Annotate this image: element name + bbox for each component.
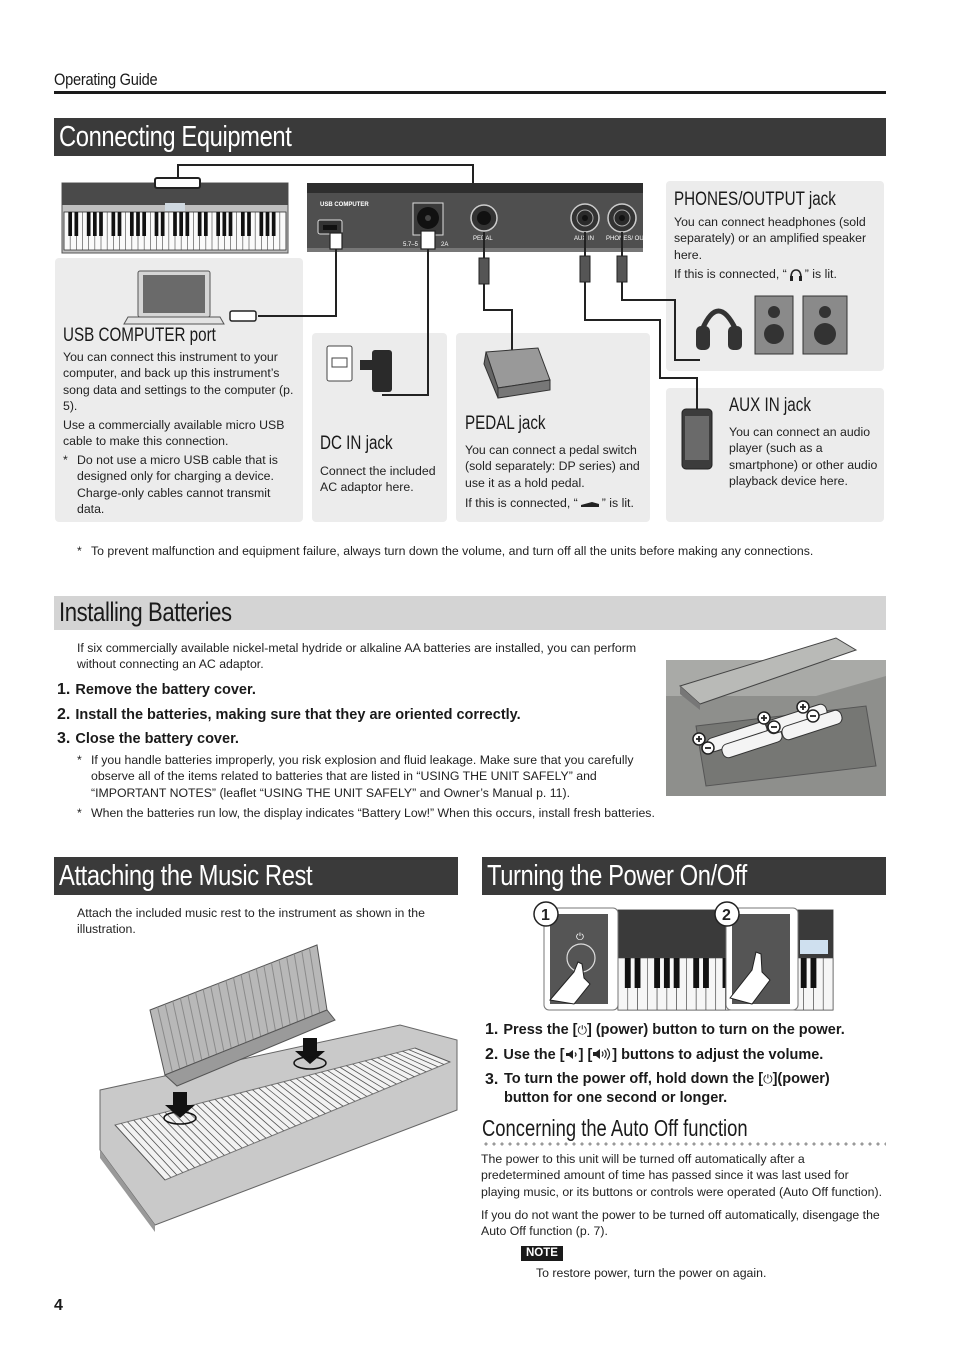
page-number: 4 xyxy=(54,1297,63,1314)
ac-adaptor-illustration xyxy=(327,346,392,392)
usb-port-label: USB COMPUTER xyxy=(320,202,369,208)
step-number: 2. xyxy=(57,706,71,723)
pedal-lit-before: If this is connected, “ xyxy=(465,496,578,510)
dotted-rule xyxy=(482,1142,886,1146)
usb-note-text: Do not use a micro USB cable that is designed only for charging a device. Charge-only cables cannot transmit data. xyxy=(77,453,278,516)
battery-note-1-text: If you handle batteries improperly, you risk explosion and fluid leakage. Make sure that you carefully observe all of the items related to batteries that are listed in “USING THE UNIT SAFELY” and “IMPORTANT NOTES” (leaflet “USING THE UNIT SAFELY” and Owner’s Manual p. 11). xyxy=(91,753,634,800)
asterisk: * xyxy=(63,453,68,467)
asterisk: * xyxy=(77,753,82,767)
callout-2: 2 xyxy=(722,907,731,924)
step-text-before: To turn the power off, hold down the [ xyxy=(504,1071,764,1087)
running-header: Operating Guide xyxy=(54,70,158,89)
dc-rating-label: 5.7–5 xyxy=(403,242,419,248)
connecting-footnote xyxy=(77,543,877,559)
battery-illustration xyxy=(666,636,886,796)
battery-note-2 xyxy=(77,805,697,821)
step-number: 2. xyxy=(485,1046,499,1063)
step-number: 1. xyxy=(485,1021,499,1038)
power-step-1 xyxy=(485,1020,845,1040)
step-text: Remove the battery cover. xyxy=(75,682,256,698)
auto-off-text-1: The power to this unit will be turned off automatically after a predetermined amount of time has passed since it was last used for playing music, or its buttons or controls were operated (Auto Off function). xyxy=(481,1152,882,1199)
smartphone-illustration xyxy=(682,409,712,469)
battery-step-1 xyxy=(57,680,256,700)
battery-note-1 xyxy=(77,752,662,801)
dc-amp-label: 2A xyxy=(441,242,449,248)
pedal-icon xyxy=(580,499,600,509)
aux-title: AUX IN jack xyxy=(729,395,811,416)
power-step-2 xyxy=(485,1045,823,1065)
pedal-lit-line xyxy=(465,495,647,511)
step-text: Close the battery cover. xyxy=(75,731,239,747)
usb-title: USB COMPUTER port xyxy=(63,325,216,346)
pedal-port-label: PEDAL xyxy=(473,236,493,242)
dcin-title: DC IN jack xyxy=(320,433,393,454)
step-text-mid: ] [ xyxy=(578,1047,593,1063)
step-text-after: ] buttons to adjust the volume. xyxy=(612,1047,824,1063)
speakers-illustration xyxy=(755,296,847,354)
step-text-before: Use the [ xyxy=(503,1047,565,1063)
pedal-illustration xyxy=(484,348,550,398)
step-number: 3. xyxy=(57,730,71,747)
music-rest-illustration xyxy=(95,940,460,1230)
pedal-text: You can connect a pedal switch (sold separately: DP series) and use it as a hold pedal. xyxy=(465,443,640,490)
volume-up-icon xyxy=(592,1048,612,1060)
section-title-power: Turning the Power On/Off xyxy=(482,857,886,895)
power-icon: ⏻ xyxy=(577,1023,587,1037)
usb-text-2: Use a commercially available micro USB cable to make this connection. xyxy=(63,418,285,449)
headphones-illustration xyxy=(696,311,742,350)
pedal-title: PEDAL jack xyxy=(465,413,546,434)
connecting-footnote-text: To prevent malfunction and equipment failure, always turn down the volume, and turn off all the units before making any connections. xyxy=(91,544,814,558)
auto-off-title: Concerning the Auto Off function xyxy=(482,1115,748,1141)
laptop-illustration xyxy=(124,271,224,324)
aux-text: You can connect an audio player (such as a smartphone) or other audio playback device here. xyxy=(729,425,878,488)
battery-note-2-text: When the batteries run low, the display indicates “Battery Low!” When this occurs, install fresh batteries. xyxy=(91,806,655,820)
asterisk: * xyxy=(77,806,82,820)
step-text-before: Press the [ xyxy=(503,1022,578,1038)
batteries-intro: If six commercially available nickel-metal hydride or alkaline AA batteries are installed, you can perform without connecting an AC adaptor. xyxy=(77,641,637,672)
power-icon: ⏻ xyxy=(763,1072,773,1086)
phones-title: PHONES/OUTPUT jack xyxy=(674,189,836,210)
phones-port-label: PHONES/ OUTPUT xyxy=(606,236,660,242)
headphones-icon xyxy=(789,269,803,281)
usb-text-1: You can connect this instrument to your computer, and back up this instrument’s song data and settings to the computer (p. 5). xyxy=(63,350,294,413)
note-badge: NOTE xyxy=(521,1246,563,1261)
svg-text:⏻: ⏻ xyxy=(576,932,584,943)
step-text-after: ] (power) button to turn on the power. xyxy=(587,1022,845,1038)
battery-step-3 xyxy=(57,729,239,749)
step-text-after: ](power) button for one second or longer. xyxy=(504,1071,830,1106)
volume-down-icon xyxy=(565,1049,579,1060)
step-text: Install the batteries, making sure that they are oriented correctly. xyxy=(75,707,521,723)
music-rest-text: Attach the included music rest to the instrument as shown in the illustration. xyxy=(77,906,425,937)
note-text: To restore power, turn the power on again. xyxy=(536,1266,767,1280)
asterisk: * xyxy=(77,544,82,558)
section-title-batteries: Installing Batteries xyxy=(54,596,886,630)
section-title-connecting: Connecting Equipment xyxy=(54,118,886,156)
usb-note xyxy=(63,452,297,517)
auto-off-text-2: If you do not want the power to be turned off automatically, disengage the Auto Off function (p. 7). xyxy=(481,1208,880,1239)
aux-port-label: AUX IN xyxy=(574,236,595,242)
pedal-lit-after: ” is lit. xyxy=(601,496,634,510)
phones-lit-before: If this is connected, “ xyxy=(674,267,787,281)
step-number: 1. xyxy=(57,681,71,698)
phones-text: You can connect headphones (sold separately) or an amplified speaker here. xyxy=(674,215,867,262)
power-illustration xyxy=(530,900,840,1012)
phones-lit-line xyxy=(674,266,837,282)
power-step-3 xyxy=(485,1070,875,1108)
callout-1: 1 xyxy=(541,907,550,924)
dcin-text: Connect the included AC adaptor here. xyxy=(320,464,436,495)
step-number: 3. xyxy=(485,1071,499,1088)
battery-step-2 xyxy=(57,705,521,725)
section-title-music-rest: Attaching the Music Rest xyxy=(54,857,458,895)
phones-lit-after: ” is lit. xyxy=(804,267,837,281)
